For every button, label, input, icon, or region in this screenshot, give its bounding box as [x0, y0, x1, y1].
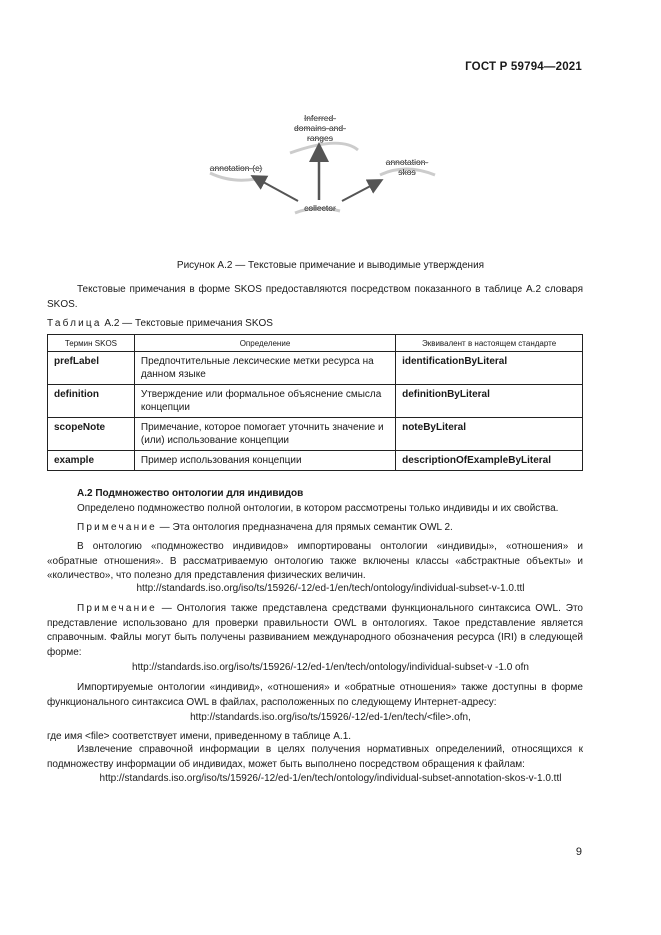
figure-caption: Рисунок А.2 — Текстовые примечание и выводимые утверждения	[176, 260, 485, 271]
note-1	[47, 521, 583, 536]
url-individual-subset-ttl: http://standards.iso.org/iso/ts/15926/-12/ed-1/en/tech/ontology/individual-subset-v-1.0.ttl	[136, 583, 525, 594]
cell-definition: Пример использования концепции	[134, 451, 395, 471]
table-row	[48, 352, 583, 385]
table-row	[48, 451, 583, 471]
arrow-left	[254, 177, 298, 201]
cell-definition: Примечание, которое помогает уточнить значение и (или) использование концепции	[134, 418, 395, 451]
figure-diagram	[190, 105, 460, 235]
cell-definition: Утверждение или формальное объяснение смысла концепции	[134, 385, 395, 418]
cell-term: scopeNote	[48, 418, 135, 451]
header-equivalent: Эквивалент в настоящем стандарте	[396, 335, 583, 352]
url-file-ofn: http://standards.iso.org/iso/ts/15926/-12/ed-1/en/tech/<file>.ofn,	[190, 712, 471, 723]
section-title: А.2 Подмножество онтологии для индивидов	[77, 488, 304, 499]
intro-paragraph: Текстовые примечания в форме SKOS предоставляются посредством показанного в таблице А.2 словаря SKOS.	[47, 284, 583, 310]
table-row	[48, 418, 583, 451]
cell-equivalent: definitionByLiteral	[396, 385, 583, 418]
header-definition: Определение	[134, 335, 395, 352]
cell-equivalent: descriptionOfExampleByLiteral	[396, 451, 583, 471]
note-1-label: Примечание	[77, 522, 157, 533]
cell-equivalent: noteByLiteral	[396, 418, 583, 451]
url-annotation-skos: http://standards.iso.org/iso/ts/15926/-12/ed-1/en/tech/ontology/individual-subset-annotation-skos-v-1.0.ttl	[99, 773, 562, 784]
section-paragraph-5: Извлечение справочной информации в целях получения нормативных определениий, относящихся к подмножеству информации об индивидах, может быть выполнено посредством обращения к файлам:	[47, 744, 583, 770]
cell-equivalent: identificationByLiteral	[396, 352, 583, 385]
arrow-right	[342, 181, 380, 201]
standard-header: ГОСТ Р 59794—2021	[465, 61, 582, 73]
cell-term: example	[48, 451, 135, 471]
section-paragraph-2: В онтологию «подмножество индивидов» импортированы онтологии «индивиды», «отношения» и «обратные отношения». В рассматриваемую онтологию также включены классы «абстрактные объекты» и «количество», что полезно для представления физических величин.	[47, 541, 583, 581]
section-paragraph-4: где имя <file> соответствует имени, приведенному в таблице А.1.	[47, 731, 352, 742]
table-title	[47, 318, 273, 329]
node-inferred-domains: Inferred-domains-and-ranges	[294, 113, 346, 143]
note-2-label: Примечание	[77, 603, 157, 614]
table-header-row	[48, 335, 583, 352]
note-2-text: — Онтология также представлена средствами функционального синтаксиса OWL. Это представление использовано для проверки правильности OWL в онтологиях. Такое представление является справочным. Файлы могут быть получены развиванием международного обозначения ресурса (IRI) в следующей форме:	[47, 603, 583, 658]
note-1-text: — Эта онтология предназначена для прямых семантик OWL 2.	[156, 522, 453, 533]
table-title-rest: А.2 — Текстовые примечания SKOS	[104, 318, 273, 329]
cell-definition: Предпочтительные лексические метки ресурса на данном языке	[134, 352, 395, 385]
skos-table	[47, 334, 583, 471]
table-title-prefix: Таблица	[47, 318, 102, 329]
page-number: 9	[575, 846, 582, 858]
cell-term: prefLabel	[48, 352, 135, 385]
cell-term: definition	[48, 385, 135, 418]
header-term: Термин SKOS	[48, 335, 135, 352]
table-row	[48, 385, 583, 418]
url-individual-subset-ofn: http://standards.iso.org/iso/ts/15926/-12/ed-1/en/tech/ontology/individual-subset-v -1.0 ofn	[132, 662, 529, 673]
node-collector: collector	[304, 203, 336, 213]
node-annotation-c: annotation-(c)	[209, 163, 263, 173]
section-paragraph-1: Определено подмножество полной онтологии, в котором рассмотрены только индивиды и их свойства.	[77, 503, 559, 514]
note-2	[47, 602, 583, 660]
node-annotation-skos: annotation-skos	[385, 157, 429, 177]
section-paragraph-3: Импортируемые онтологии «индивид», «отношения» и «обратные отношения» также доступны в форме функционального синтаксиса OWL в файлах, расположенных по следующему Интернет-адресу:	[47, 682, 583, 708]
